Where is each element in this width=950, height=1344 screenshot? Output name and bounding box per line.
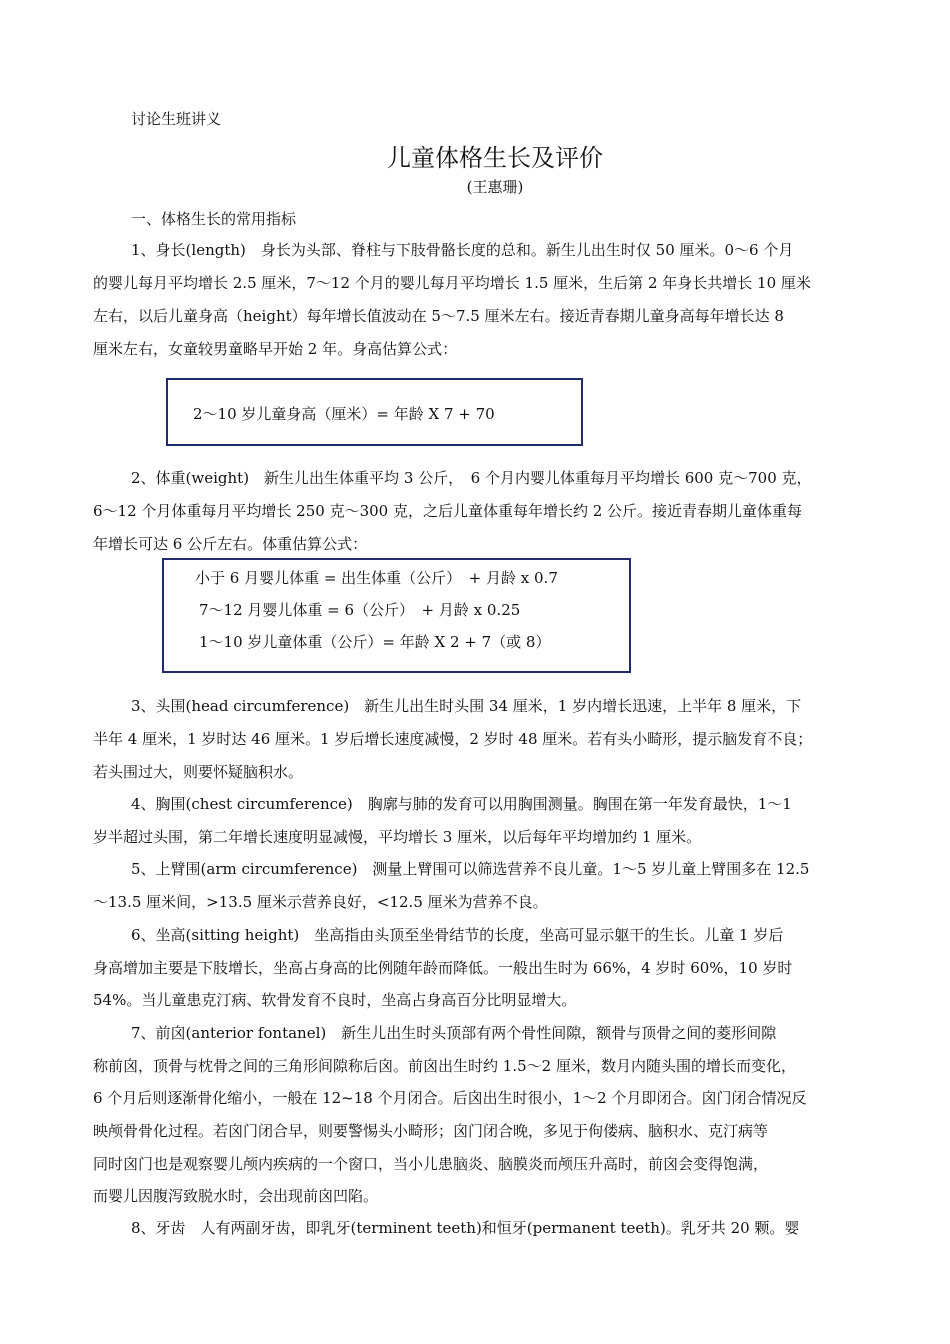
paragraph-line: 6～12 个月体重每月平均增长 250 克～300 克，之后儿童体重每年增长约 2 公斤。接近青春期儿童体重每 (93, 502, 803, 520)
formula-line: 2～10 岁儿童身高（厘米）= 年龄 X 7 + 70 (193, 405, 495, 423)
paragraph-line: 岁半超过头围，第二年增长速度明显减慢，平均增长 3 厘米，以后每年平均增加约 1 厘米。 (93, 828, 702, 846)
paragraph-line: 若头围过大，则要怀疑脑积水。 (93, 763, 304, 781)
height-formula-box (166, 378, 583, 446)
paragraph-line: 54%。当儿童患克汀病、软骨发育不良时，坐高占身高百分比明显增大。 (93, 991, 577, 1009)
paragraph-line: 同时囟门也是观察婴儿颅内疾病的一个窗口，当小儿患脑炎、脑膜炎而颅压升高时，前囟会变得饱满， (93, 1155, 769, 1173)
header-label: 讨论生班讲义 (131, 110, 222, 128)
paragraph-line: 半年 4 厘米，1 岁时达 46 厘米。1 岁后增长速度减慢，2 岁时 48 厘米。若有头小畸形，提示脑发育不良； (93, 730, 813, 748)
paragraph-line: 而婴儿因腹泻致脱水时，会出现前囟凹陷。 (93, 1187, 379, 1205)
page-title: 儿童体格生长及评价 (387, 144, 603, 172)
section-heading: 一、体格生长的常用指标 (131, 210, 297, 228)
weight-formula-box (162, 558, 631, 673)
formula-line: 7～12 月婴儿体重 = 6（公斤） + 月龄 x 0.25 (199, 601, 521, 619)
paragraph-line: 3、头围(head circumference) 新生儿出生时头围 34 厘米，1 岁内增长迅速，上半年 8 厘米，下 (131, 697, 802, 715)
paragraph-line: 左右，以后儿童身高（height）每年增长值波动在 5～7.5 厘米左右。接近青春期儿童身高每年增长达 8 (93, 307, 784, 325)
paragraph-line: ～13.5 厘米间，>13.5 厘米示营养良好，<12.5 厘米为营养不良。 (93, 893, 548, 911)
formula-line: 小于 6 月婴儿体重 = 出生体重（公斤） + 月龄 x 0.7 (195, 569, 558, 587)
paragraph-line: 5、上臂围(arm circumference) 测量上臂围可以筛选营养不良儿童。1～5 岁儿童上臂围多在 12.5 (131, 860, 810, 878)
formula-line: 1～10 岁儿童体重（公斤）= 年龄 X 2 + 7（或 8） (199, 633, 551, 651)
author-line: (王惠珊) (466, 178, 524, 196)
paragraph-line: 的婴儿每月平均增长 2.5 厘米，7～12 个月的婴儿每月平均增长 1.5 厘米，生后第 2 年身长共增长 10 厘米 (93, 274, 811, 292)
paragraph-line: 6 个月后则逐渐骨化缩小，一般在 12~18 个月闭合。后囟出生时很小，1～2 个月即闭合。囟门闭合情况反 (93, 1089, 807, 1107)
paragraph-line: 6、坐高(sitting height) 坐高指由头顶至坐骨结节的长度，坐高可显示躯干的生长。儿童 1 岁后 (131, 926, 784, 944)
paragraph-line: 称前囟，顶骨与枕骨之间的三角形间隙称后囟。前囟出生时约 1.5～2 厘米，数月内随头围的增长而变化， (93, 1057, 796, 1075)
paragraph-line: 年增长可达 6 公斤左右。体重估算公式： (93, 535, 368, 553)
paragraph-line: 映颅骨骨化过程。若囟门闭合早，则要警惕头小畸形；囟门闭合晚，多见于佝偻病、脑积水、克汀病等 (93, 1122, 769, 1140)
paragraph-line: 7、前囟(anterior fontanel) 新生儿出生时头顶部有两个骨性间隙，额骨与顶骨之间的菱形间隙 (131, 1024, 777, 1042)
paragraph-line: 厘米左右，女童较男童略早开始 2 年。身高估算公式： (93, 340, 458, 358)
paragraph-line: 4、胸围(chest circumference) 胸廓与肺的发育可以用胸围测量。胸围在第一年发育最快，1～1 (131, 795, 792, 813)
paragraph-line: 8、牙齿 人有两副牙齿，即乳牙(terminent teeth)和恒牙(permanent teeth)。乳牙共 20 颗。婴 (131, 1219, 800, 1237)
paragraph-line: 1、身长(length) 身长为头部、脊柱与下肢骨骼长度的总和。新生儿出生时仅 50 厘米。0～6 个月 (131, 241, 794, 259)
paragraph-line: 身高增加主要是下肢增长，坐高占身高的比例随年龄而降低。一般出生时为 66%，4 岁时 60%，10 岁时 (93, 959, 793, 977)
paragraph-line: 2、体重(weight) 新生儿出生体重平均 3 公斤， 6 个月内婴儿体重每月平均增长 600 克～700 克， (131, 469, 812, 487)
